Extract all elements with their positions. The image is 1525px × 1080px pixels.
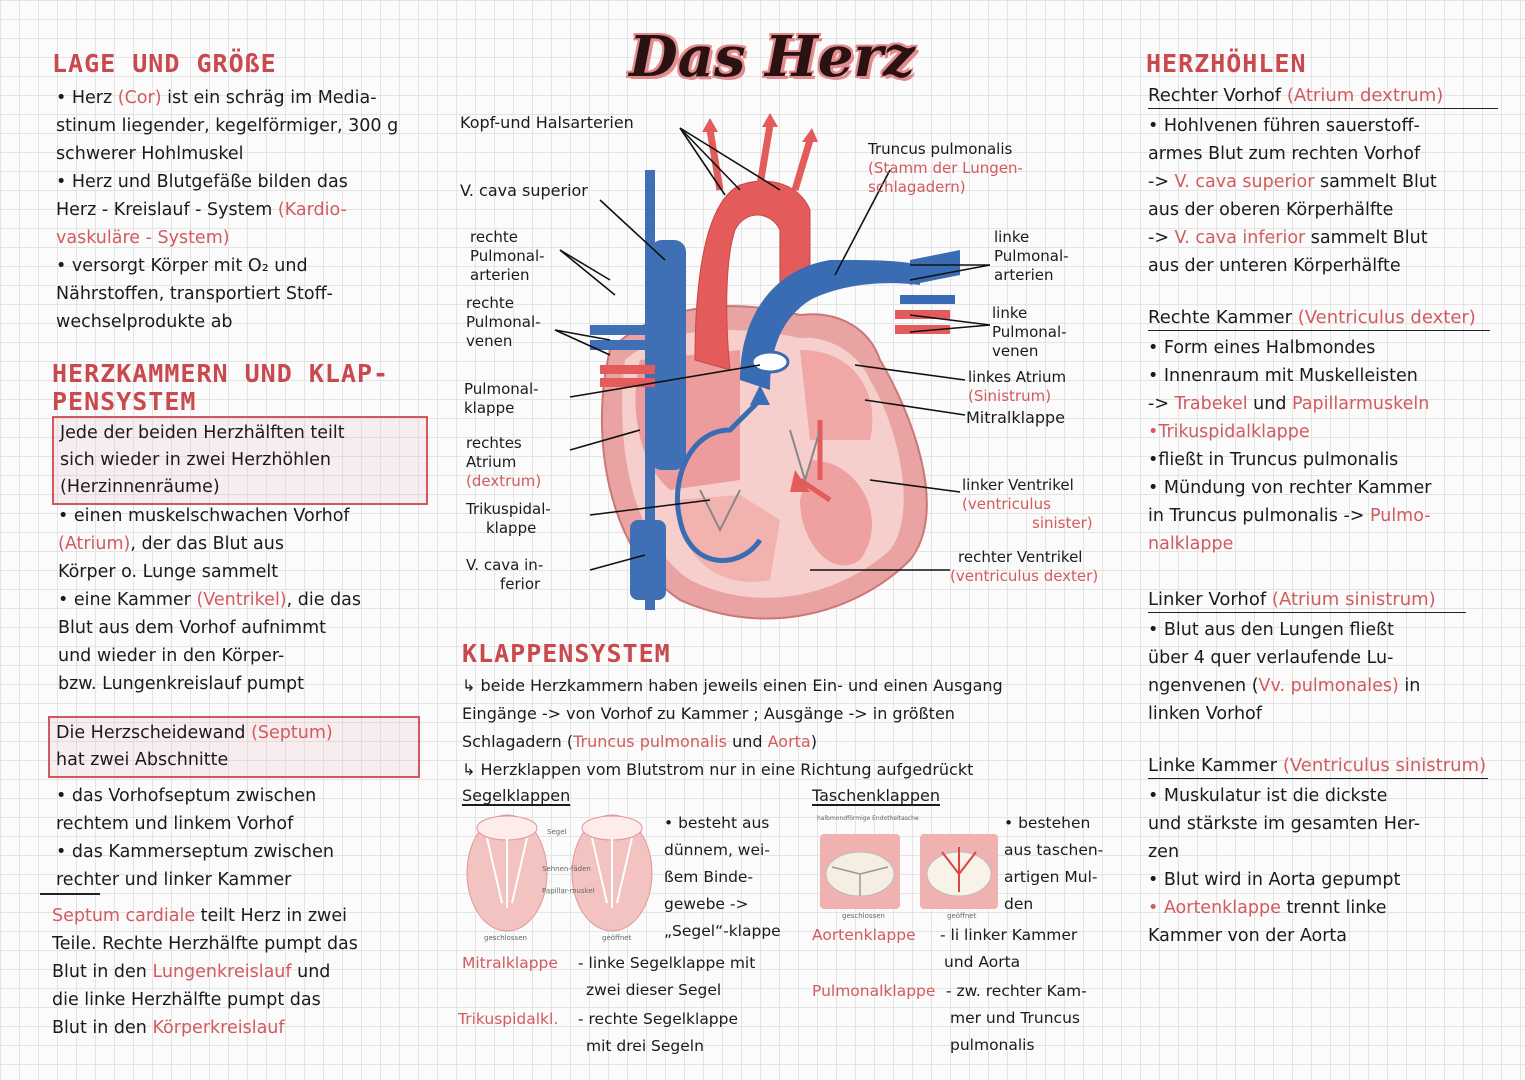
label-line: (Sinistrum) (968, 387, 1052, 405)
pulm-desc (946, 978, 1087, 1059)
label-line: (Stamm der Lungen- (868, 159, 1023, 177)
kammern-line: Blut aus dem Vorhof aufnimmt (58, 618, 326, 638)
term-mitralklappe: Mitralklappe (462, 954, 558, 972)
label-line: V. cava in- (466, 556, 544, 574)
arrow-up (795, 140, 810, 190)
lk-line (1148, 894, 1508, 922)
box-line: Jede der beiden Herzhälften teilt (60, 423, 345, 443)
taschenklappen-heading: Taschenklappen (812, 786, 940, 805)
lk-line: Kammer von der Aorta (1148, 926, 1348, 946)
text: -> (1148, 394, 1175, 414)
cardiale-line: Blut in den Lungenkreislauf und (52, 962, 331, 982)
fig-label-halbmond: halbmondförmige Endotheltasche (817, 815, 919, 822)
label-line: (dextrum) (466, 472, 542, 490)
label-trikuspidalklappe (466, 500, 551, 538)
label-line: rechte (466, 294, 514, 312)
kammern-line: und wieder in den Körper- (58, 646, 285, 666)
text: sammelt Blut (1305, 228, 1428, 248)
label-linkes-atrium (968, 368, 1066, 406)
heading-lage: LAGE UND GRÖßE (52, 49, 277, 78)
page-title: Das Herz (629, 24, 915, 90)
segel-desc-line: • besteht aus (664, 814, 770, 832)
rv-line: • Hohlvenen führen sauerstoff- (1148, 116, 1420, 136)
lage-line: • Herz (Cor) ist ein schräg im Media- (56, 88, 377, 108)
rv-line: aus der oberen Körperhälfte (1148, 200, 1394, 220)
cardiale-line: Septum cardiale teilt Herz in zwei (52, 906, 347, 926)
segel-desc-line: „Segel“-klappe (664, 922, 781, 940)
text: V. cava inferior (1174, 228, 1306, 248)
title-linker-vorhof (1148, 588, 1466, 613)
divider (40, 893, 100, 895)
cardiale-line: Teile. Rechte Herzhälfte pumpt das (52, 934, 358, 954)
text: Pulmo- (1369, 506, 1431, 526)
label-linke-pulmonalvenen (992, 304, 1067, 361)
label-line: Trikuspidal- (466, 500, 551, 518)
label-line: Pulmonal- (466, 313, 541, 331)
text: Truncus pulmonalis (573, 732, 728, 751)
box-line: Die Herzscheidewand (Septum) (56, 723, 333, 743)
title-rechter-vorhof (1148, 84, 1498, 109)
label-line: linke (992, 304, 1028, 322)
text: in Truncus pulmonalis -> (1148, 506, 1370, 526)
heading-kammern (52, 360, 389, 416)
info-box-herzhoehlen (52, 416, 428, 505)
label-line: sinister) (1032, 514, 1093, 532)
label-line: Pulmonal- (992, 323, 1067, 341)
valve-top (582, 816, 642, 840)
text: in (1398, 676, 1421, 696)
lage-line: • versorgt Körper mit O₂ und (56, 256, 308, 276)
label-rechtes-atrium (466, 434, 541, 491)
lage-text (56, 84, 436, 336)
lv-line: linken Vorhof (1148, 704, 1262, 724)
septum-text (56, 782, 436, 894)
lk-line: zen (1148, 842, 1180, 862)
fig-label-papillar: Papillar-muskel (542, 887, 595, 895)
lage-line: vaskuläre - System) (56, 228, 230, 248)
pulm-desc-line: mer und Truncus (950, 1009, 1080, 1027)
title-text: Linke Kammer (1148, 755, 1278, 776)
label-line: Pulmonal- (464, 380, 539, 398)
septum-line: rechter und linker Kammer (56, 870, 292, 890)
label-line: linker Ventrikel (962, 476, 1074, 494)
text: Aorta (767, 732, 811, 751)
label-line: rechter Ventrikel (958, 548, 1083, 566)
label-rechte-pulmonalvenen (466, 294, 541, 351)
rv-line: armes Blut zum rechten Vorhof (1148, 144, 1421, 164)
heading-klappensystem: KLAPPENSYSTEM (462, 639, 671, 668)
text: Schlagadern ( (462, 732, 574, 751)
label-rechter-ventrikel (950, 548, 1098, 586)
klappen-line (462, 728, 1122, 756)
cardiale-line: die linke Herzhälfte pumpt das (52, 990, 321, 1010)
label-rechte-pulmonalarterien (470, 228, 545, 285)
vessel-stub (895, 310, 950, 319)
title-text: Rechter Vorhof (1148, 85, 1282, 106)
rechte-kammer-text (1148, 334, 1508, 558)
pulmonalklappe-ring (752, 352, 788, 372)
lage-line: wechselprodukte ab (56, 312, 233, 332)
label-line: linke (994, 228, 1030, 246)
term-trikuspidalklappe: Trikuspidalkl. (458, 1010, 559, 1028)
text: und (727, 732, 768, 751)
label-line: Pulmonal- (470, 247, 545, 265)
kammern-line: bzw. Lungenkreislauf pumpt (58, 674, 305, 694)
aorta-desc-line: und Aorta (944, 953, 1021, 971)
klappen-line: Eingänge -> von Vorhof zu Kammer ; Ausgänge -> in größten (462, 704, 955, 723)
lk-line: und stärkste im gesamten Her- (1148, 814, 1421, 834)
taschen-desc (1004, 810, 1103, 918)
text: Trabekel (1174, 394, 1248, 414)
septum-line: • das Vorhofseptum zwischen (56, 786, 317, 806)
vena-cava-superior (650, 240, 686, 470)
label-line: venen (992, 342, 1039, 360)
lk-line: • Muskulatur ist die dickste (1148, 786, 1388, 806)
text: • Aortenklappe (1148, 898, 1281, 918)
mitral-desc (578, 950, 755, 1004)
title-rechte-kammer (1148, 306, 1490, 331)
box-line: hat zwei Abschnitte (56, 750, 229, 770)
title-text: Linker Vorhof (1148, 589, 1267, 610)
label-line: arterien (994, 266, 1054, 284)
klappen-line: ↳ Herzklappen vom Blutstrom nur in eine Richtung aufgedrückt (462, 760, 974, 779)
lage-line: Herz - Kreislauf - System (Kardio- (56, 200, 347, 220)
text: ) (810, 732, 817, 751)
septum-line: rechtem und linkem Vorhof (56, 814, 294, 834)
septum-line: • das Kammerseptum zwischen (56, 842, 334, 862)
text: ngenvenen ( (1148, 676, 1259, 696)
rv-line: aus der unteren Körperhälfte (1148, 256, 1401, 276)
lage-line: schwerer Hohlmuskel (56, 144, 244, 164)
kammern-line: (Atrium), der das Blut aus (58, 534, 284, 554)
fig-label-geschlossen: geschlossen (842, 912, 885, 920)
rk-line: •Trikuspidalklappe (1148, 422, 1310, 442)
title-latin: (Atrium sinistrum) (1271, 589, 1436, 610)
kammern-line: • einen muskelschwachen Vorhof (58, 506, 350, 526)
vessel-stub (590, 340, 650, 350)
taschen-desc-line: artigen Mul- (1004, 868, 1098, 886)
aorta-desc (940, 922, 1077, 976)
triku-desc-line: - rechte Segelklappe (578, 1010, 739, 1028)
segel-desc-line: dünnem, wei- (664, 841, 770, 859)
vessel-stub (900, 295, 955, 304)
aorta-desc-line: - li linker Kammer (940, 926, 1078, 944)
info-box-septum (48, 716, 420, 778)
kammern-line: • eine Kammer (Ventrikel), die das (58, 590, 362, 610)
label-line: arterien (470, 266, 530, 284)
taschenklappen-figure (812, 812, 1002, 922)
label-line: (ventriculus (962, 495, 1051, 513)
lage-line: stinum liegender, kegelförmiger, 300 g (56, 116, 399, 136)
label-line: rechte (470, 228, 518, 246)
lage-line: • Herz und Blutgefäße bilden das (56, 172, 348, 192)
label-vci (466, 556, 543, 594)
arrow-head (802, 128, 818, 142)
rk-line: • Mündung von rechter Kammer (1148, 478, 1432, 498)
label-line: Atrium (466, 453, 517, 471)
linker-vorhof-text (1148, 616, 1508, 728)
segel-desc-line: ßem Binde- (664, 868, 754, 886)
label-line: venen (466, 332, 513, 350)
box-line: (Herzinnenräume) (60, 477, 220, 497)
fig-label-segel: Segel (547, 828, 567, 836)
vessel-stub (600, 378, 655, 387)
segelklappen-heading: Segelklappen (462, 786, 571, 805)
rk-line: • Form eines Halbmondes (1148, 338, 1376, 358)
label-pulmonalklappe (464, 380, 539, 418)
taschen-desc-line: aus taschen- (1004, 841, 1104, 859)
text: trennt linke (1280, 898, 1387, 918)
heading-kammern-2: PENSYSTEM (52, 387, 197, 416)
fig-label-sehnen: Sehnen-fäden (542, 865, 591, 873)
kammern-line: Körper o. Lunge sammelt (58, 562, 279, 582)
label-line: Pulmonal- (994, 247, 1069, 265)
rk-line: •fließt in Truncus pulmonalis (1148, 450, 1399, 470)
text: Vv. pulmonales) (1258, 676, 1399, 696)
label-line: schlagadern) (868, 178, 966, 196)
linke-kammer-text (1148, 782, 1508, 950)
vein-thin (645, 170, 655, 610)
klappen-text (462, 672, 1122, 784)
klappen-line: ↳ beide Herzkammern haben jeweils einen Ein- und einen Ausgang (462, 676, 1003, 695)
lk-line: • Blut wird in Aorta gepumpt (1148, 870, 1401, 890)
rk-line: • Innenraum mit Muskelleisten (1148, 366, 1418, 386)
label-linker-ventrikel (962, 476, 1093, 533)
title-latin: (Ventriculus dexter) (1297, 307, 1476, 328)
heading-herzhoehlen: HERZHÖHLEN (1146, 49, 1307, 78)
text: V. cava superior (1174, 172, 1315, 192)
segel-desc-line: gewebe -> (664, 895, 749, 913)
text: und (1247, 394, 1293, 414)
term-pulmonalklappe: Pulmonalklappe (812, 982, 936, 1000)
term-aortenklappe: Aortenklappe (812, 926, 916, 944)
pulm-desc-line: - zw. rechter Kam- (946, 982, 1087, 1000)
arrow-head (702, 118, 718, 132)
valve-top (477, 816, 537, 840)
taschen-desc-line: den (1004, 895, 1034, 913)
title-latin: (Atrium dextrum) (1286, 85, 1444, 106)
label-vcs: V. cava superior (460, 181, 588, 200)
heading-kammern-1: HERZKAMMERN UND KLAP- (52, 359, 390, 388)
fig-label-geschlossen: geschlossen (484, 934, 527, 942)
box-line: sich wieder in zwei Herzhöhlen (60, 450, 331, 470)
vessel-stub (590, 325, 650, 335)
arrow-head (762, 113, 778, 127)
kammern-text (58, 502, 438, 698)
label-mitralklappe: Mitralklappe (966, 408, 1066, 427)
cardiale-text (52, 902, 442, 1042)
label-line: klappe (464, 399, 515, 417)
label-line: rechtes (466, 434, 522, 452)
vessel-stub (600, 365, 655, 374)
segel-desc (664, 810, 781, 945)
taschen-desc-line: • bestehen (1004, 814, 1091, 832)
triku-desc-line: mit drei Segeln (586, 1037, 704, 1055)
label-kopf-halsarterien: Kopf-und Halsarterien (460, 113, 634, 132)
cardiale-line: Blut in den Körperkreislauf (52, 1018, 285, 1038)
triku-desc (578, 1006, 738, 1060)
text: Papillarmuskeln (1292, 394, 1430, 414)
rk-line (1148, 502, 1508, 530)
rechter-vorhof-text (1148, 112, 1508, 280)
rk-line: nalklappe (1148, 534, 1234, 554)
rv-line (1148, 168, 1508, 196)
text: -> (1148, 228, 1175, 248)
label-line: Truncus pulmonalis (868, 140, 1013, 158)
label-line: ferior (500, 575, 541, 593)
text: -> (1148, 172, 1175, 192)
lv-line: • Blut aus den Lungen fließt (1148, 620, 1394, 640)
lage-line: Nährstoffen, transportiert Stoff- (56, 284, 333, 304)
fig-label-geoeffnet: geöffnet (602, 934, 632, 942)
title-linke-kammer (1148, 754, 1488, 779)
rv-line (1148, 224, 1508, 252)
rk-line (1148, 390, 1508, 418)
fig-label-geoeffnet: geöffnet (947, 912, 977, 920)
label-line: (ventriculus dexter) (950, 567, 1099, 585)
label-truncus-pulmonalis (868, 140, 1023, 197)
segelklappen-figure (462, 808, 662, 948)
lv-line: über 4 quer verlaufende Lu- (1148, 648, 1394, 668)
title-latin: (Ventriculus sinistrum) (1282, 755, 1487, 776)
title-text: Rechte Kammer (1148, 307, 1292, 328)
text: sammelt Blut (1314, 172, 1437, 192)
left-pulmonary-artery (910, 250, 960, 285)
label-line: linkes Atrium (968, 368, 1067, 386)
mitral-desc-line: zwei dieser Segel (586, 981, 722, 999)
arrow-up (760, 125, 770, 185)
pulm-desc-line: pulmonalis (950, 1036, 1035, 1054)
lage-cor: (Cor) (117, 88, 162, 108)
lv-line (1148, 672, 1508, 700)
mitral-desc-line: - linke Segelklappe mit (578, 954, 756, 972)
label-line: klappe (486, 519, 537, 537)
label-linke-pulmonalarterien (994, 228, 1069, 285)
